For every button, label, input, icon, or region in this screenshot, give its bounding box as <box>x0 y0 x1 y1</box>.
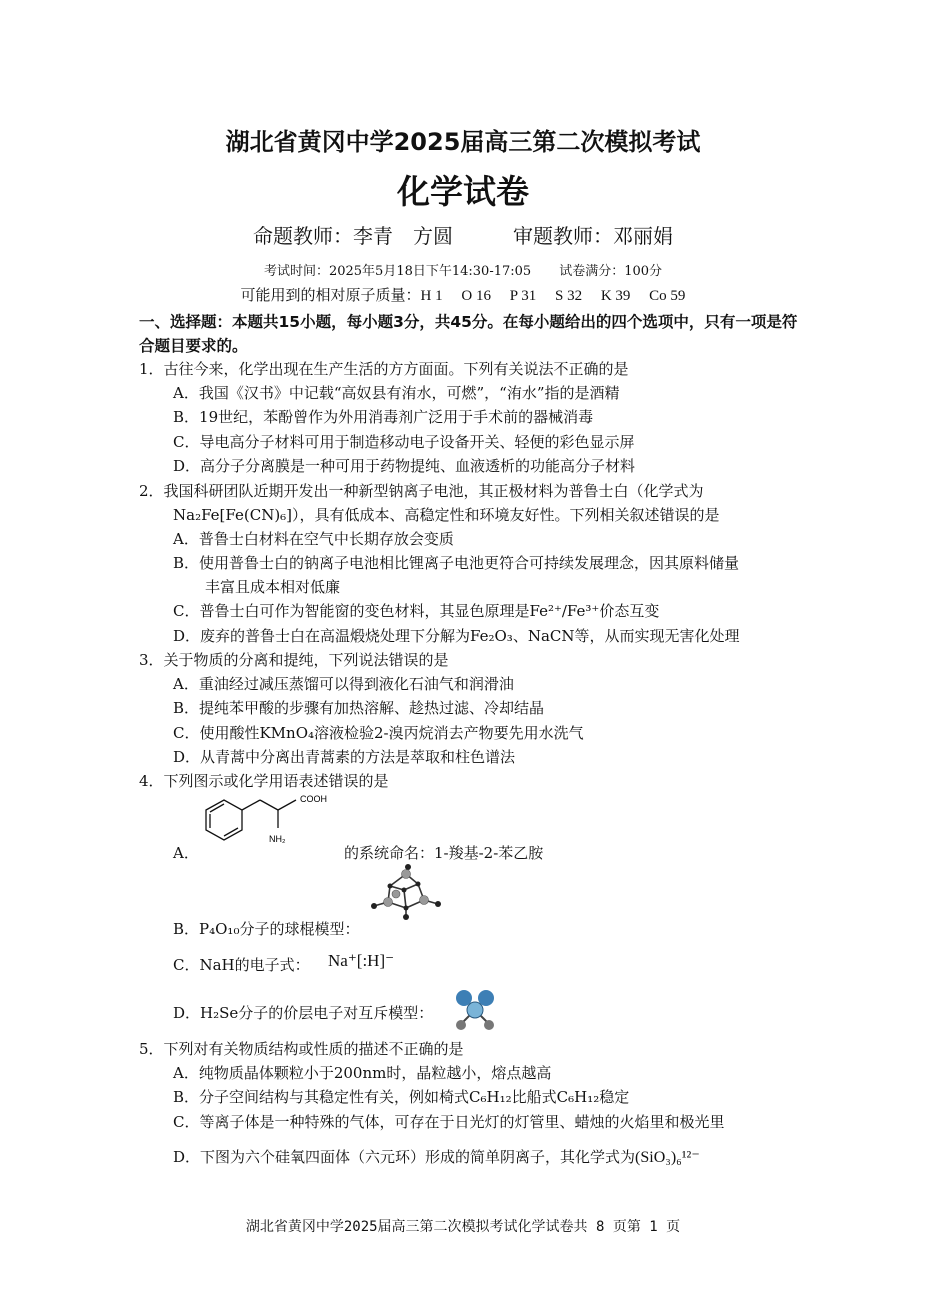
q3-option-b: B．提纯苯甲酸的步骤有加热溶解、趁热过滤、冷却结晶 <box>173 699 545 717</box>
q5-option-c: C．等离子体是一种特殊的气体，可存在于日光灯的灯管里、蜡烛的火焰里和极光里 <box>173 1113 725 1131</box>
sio3-formula: (SiO₃)₆¹²⁻ <box>635 1149 700 1166</box>
q2-option-d: D．废弃的普鲁士白在高温煅烧处理下分解为Fe₂O₃、NaCN等，从而实现无害化处理 <box>173 627 740 645</box>
q1-option-b: B．19世纪，苯酚曾作为外用消毒剂广泛用于手术前的器械消毒 <box>173 408 594 426</box>
q4-stem: 4．下列图示或化学用语表述错误的是 <box>139 772 389 790</box>
reviewer: 审题教师：邓丽娟 <box>513 224 673 248</box>
q5-stem: 5．下列对有关物质结构或性质的描述不正确的是 <box>139 1040 464 1058</box>
q2-formula: Na₂Fe[Fe(CN)₆] <box>173 506 293 524</box>
q5-option-a: A．纯物质晶体颗粒小于200nm时，晶粒越小，熔点越高 <box>173 1064 552 1082</box>
p4o10-ball-stick-model <box>368 864 444 920</box>
exam-title: 湖北省黄冈中学2025届高三第二次模拟考试 <box>225 128 701 156</box>
q1-option-a: A．我国《汉书》中记载“高奴县有洧水，可燃”，“洧水”指的是酒精 <box>173 384 620 402</box>
q2-stem-cont <box>173 504 720 525</box>
page-footer: 湖北省黄冈中学2025届高三第二次模拟考试化学试卷共 8 页第 1 页 <box>245 1219 681 1235</box>
subject-title: 化学试卷 <box>397 172 529 211</box>
full-score: 试卷满分：100分 <box>559 264 663 279</box>
exam-time: 考试时间：2025年5月18日下午14:30-17:05 <box>263 264 532 279</box>
q5-option-d-text: D．下图为六个硅氧四面体（六元环）形成的简单阴离子，其化学式为 <box>173 1148 636 1166</box>
nh2-label: NH₂ <box>269 834 286 844</box>
teachers-line <box>0 220 926 249</box>
q4-option-a-text: 的系统命名：1-羧基-2-苯乙胺 <box>344 844 544 862</box>
q4-option-b: B．P₄O₁₀分子的球棍模型： <box>173 920 360 938</box>
q1-option-c: C．导电高分子材料可用于制造移动电子设备开关、轻便的彩色显示屏 <box>173 433 635 451</box>
q3-option-d: D．从青蒿中分离出青蒿素的方法是萃取和柱色谱法 <box>173 748 516 766</box>
q2-option-a: A．普鲁士白材料在空气中长期存放会变质 <box>173 530 454 548</box>
q1-stem: 1．古往今来，化学出现在生产生活的方方面面。下列有关说法不正确的是 <box>139 360 629 378</box>
q2-option-b: B．使用普鲁士白的钠离子电池相比锂离子电池更符合可持续发展理念，因其原料储量 <box>173 554 740 572</box>
q4-option-c: C．NaH的电子式： <box>173 956 310 974</box>
nah-electron-formula: Na⁺[:H]⁻ <box>328 951 395 970</box>
q5-option-d <box>173 1146 700 1167</box>
q2-option-c: C．普鲁士白可作为智能窗的变色材料，其显色原理是Fe²⁺/Fe³⁺价态互变 <box>173 602 660 620</box>
cooh-label: COOH <box>300 794 327 804</box>
atomic-masses: 可能用到的相对原子质量：H 1 O 16 P 31 S 32 K 39 Co 59 <box>240 288 686 304</box>
q2-stem-rest: ），具有低成本、高稳定性和环境友好性。下列相关叙述错误的是 <box>292 506 720 524</box>
q1-option-d: D．高分子分离膜是一种可用于药物提纯、血液透析的功能高分子材料 <box>173 457 636 475</box>
setter: 命题教师：李青 方圆 <box>253 224 453 248</box>
q3-option-c: C．使用酸性KMnO₄溶液检验2-溴丙烷消去产物要先用水洗气 <box>173 724 584 742</box>
q3-stem: 3．关于物质的分离和提纯，下列说法错误的是 <box>139 651 449 669</box>
exam-info <box>0 260 926 279</box>
q2-option-b-cont: 丰富且成本相对低廉 <box>205 578 341 596</box>
q2-stem: 2．我国科研团队近期开发出一种新型钠离子电池，其正极材料为普鲁士白（化学式为 <box>139 482 704 500</box>
phenylalanine-structure <box>196 788 346 858</box>
q5-option-b: B．分子空间结构与其稳定性有关，例如椅式C₆H₁₂比船式C₆H₁₂稳定 <box>173 1088 630 1106</box>
q4-option-d: D．H₂Se分子的价层电子对互斥模型： <box>173 1004 434 1022</box>
q4-option-a-label: A． <box>173 844 199 862</box>
h2se-vsepr-model <box>452 988 498 1032</box>
q3-option-a: A．重油经过减压蒸馏可以得到液化石油气和润滑油 <box>173 675 514 693</box>
section-heading: 一、选择题：本题共15小题，每小题3分，共45分。在每小题给出的四个选项中，只有一项是符合题目要求的。 <box>139 313 798 355</box>
